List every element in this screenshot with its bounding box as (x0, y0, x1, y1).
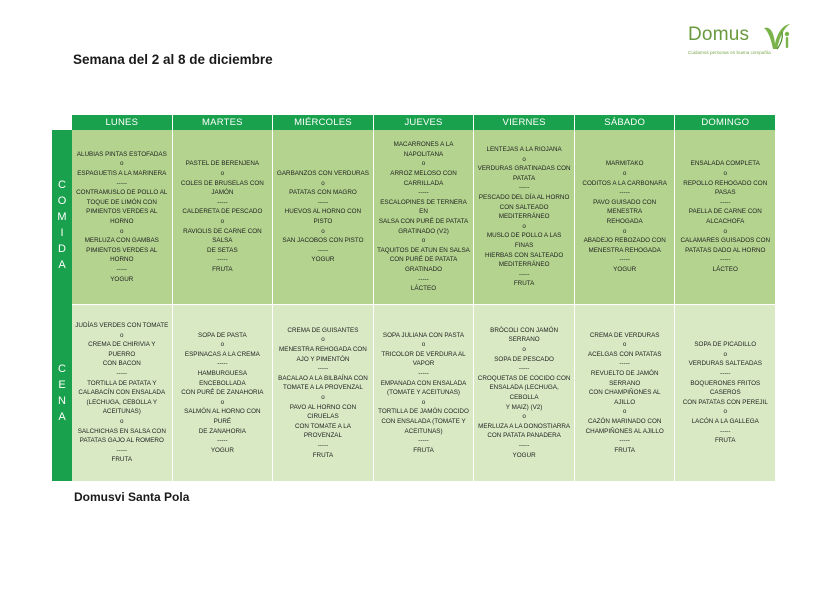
menu-line: ----- (217, 360, 228, 368)
menu-line: CON TOMATE A LA PROVENZAL (294, 422, 351, 440)
menu-line: ----- (619, 360, 630, 368)
menu-line: MENESTRA REHOGADA CON (279, 346, 367, 354)
menu-line: o (622, 341, 627, 349)
menu-line: NAPOLITANA (403, 150, 444, 158)
menu-cell (474, 305, 575, 481)
menu-line: CROQUETAS DE COCIDO CON (477, 374, 571, 382)
menu-line: CARRILLADA (403, 179, 444, 187)
menu-line: PIMIENTOS VERDES AL HORNO (86, 208, 158, 225)
menu-line: o (421, 160, 426, 168)
day-header-sunday: DOMINGO (675, 115, 775, 130)
menu-line: TAQUITOS DE ATUN EN SALSA (377, 246, 470, 254)
menu-line: o (522, 413, 526, 421)
menu-line: ----- (418, 370, 429, 378)
menu-line: FRUTA (413, 446, 434, 454)
menu-line: GRATINADO (V2) (398, 227, 449, 235)
menu-line: SALCHICHAS EN SALSA CON (77, 427, 166, 435)
menu-line: CON SALTEADO (499, 203, 549, 211)
menu-line: ----- (619, 437, 630, 445)
menu-line: VERDURAS SALTEADAS (688, 360, 762, 368)
menu-line: JAMÓN (211, 189, 234, 197)
menu-line: SOPA JULIANA CON PASTA (382, 331, 465, 339)
menu-line: ----- (418, 437, 429, 445)
menu-line: SOPA DE PESCADO (494, 355, 554, 363)
menu-line: CODITOS A LA CARBONARA (582, 179, 667, 187)
menu-cell (173, 305, 274, 481)
menu-line: CON PURÉ DE PATATA (389, 256, 458, 264)
menu-line: PATATA (513, 174, 536, 182)
menu-line: o (522, 155, 526, 163)
menu-line: o (120, 417, 124, 425)
menu-line: o (421, 341, 426, 349)
menu-line: HAMBURGUESA ENCEBOLLADA (197, 370, 248, 387)
day-header-saturday: SÁBADO (575, 115, 676, 130)
menu-line: CREMA DE GUISANTES (287, 326, 359, 334)
menu-line: ENSALADA (LECHUGA, CEBOLLA (489, 384, 559, 401)
menu-line: o (421, 398, 426, 406)
logo-vi-mark (760, 22, 792, 52)
menu-line: o (622, 408, 627, 416)
menu-line: SALMÓN AL HORNO CON PURÉ (184, 408, 261, 425)
weekly-menu-table (52, 115, 775, 481)
menu-line: YOGUR (311, 256, 335, 264)
menu-line: ----- (317, 365, 329, 373)
meal-label-letter: D (58, 242, 66, 255)
menu-line: DE SETAS (207, 246, 238, 254)
menu-line: ----- (217, 437, 228, 445)
menu-line: o (220, 398, 225, 406)
menu-line: ----- (317, 198, 329, 206)
menu-line: o (522, 346, 526, 354)
menu-line: FRUTA (513, 280, 535, 288)
menu-line: ----- (217, 198, 228, 206)
menu-line: MERLUZA A LA DONOSTIARRA (478, 422, 571, 430)
menu-line: ----- (116, 446, 128, 454)
menu-line: CALDERETA DE PESCADO (182, 208, 263, 216)
menu-line: CREMA DE VERDURAS (589, 331, 660, 339)
menu-line: MEDITERRÁNEO (498, 261, 550, 269)
menu-line: REVUELTO DE JAMÓN SERRANO (590, 370, 659, 387)
menu-cell (374, 305, 475, 481)
menu-line: FRUTA (212, 265, 233, 273)
menu-line: REHOGADA (606, 218, 643, 225)
menu-cell (173, 130, 274, 304)
menu-line: o (120, 227, 124, 235)
meal-label-letter: C (58, 363, 66, 375)
menu-line: CONTRAMUSLO DE POLLO AL (76, 189, 168, 197)
menu-line: CHAMPIÑONES AL AJILLO (585, 427, 664, 435)
menu-line: MEDITERRÁNEO (498, 213, 550, 221)
menu-line: ENSALADA COMPLETA (690, 160, 760, 168)
menu-line: ----- (418, 189, 429, 197)
menu-line: MENESTRA REHOGADA (588, 246, 661, 254)
menu-line: AJO Y PIMENTÓN (296, 355, 350, 363)
menu-line: ----- (720, 427, 731, 435)
menu-line: SOPA DE PASTA (198, 331, 247, 339)
menu-line: o (321, 336, 325, 344)
menu-line: CREMA DE CHIRIVIA Y PUERRO (88, 341, 156, 358)
menu-line: CON PURÉ DE ZANAHORIA (181, 389, 264, 397)
days-header-row (72, 115, 775, 130)
menu-line: TORTILLA DE JAMÓN COCIDO (378, 408, 469, 416)
menu-line: EMPANADA CON ENSALADA (380, 379, 467, 387)
menu-line: PIMIENTOS VERDES AL HORNO (86, 246, 158, 264)
menu-line: REPOLLO REHOGADO CON (683, 179, 768, 187)
day-header-thursday: JUEVES (374, 115, 475, 130)
menu-line: MACARRONES A LA (393, 141, 454, 149)
menu-line: TRICOLOR DE VERDURA AL (381, 350, 466, 358)
menu-cell (575, 130, 676, 304)
menu-cell (675, 130, 775, 304)
menu-line: o (522, 222, 526, 230)
menu-line: ----- (418, 275, 429, 283)
logo-tagline: Cuidamos personas en buena compañía (688, 50, 771, 55)
menu-line: YOGUR (613, 265, 637, 273)
comida-row-label (52, 130, 72, 320)
day-header-friday: VIERNES (474, 115, 575, 130)
menu-line: ----- (116, 179, 128, 187)
menu-line: o (120, 160, 124, 168)
menu-line: ----- (518, 441, 530, 449)
menu-line: ----- (720, 198, 731, 206)
menu-line: ABADEJO REBOZADO CON (583, 237, 666, 245)
menu-line: BRÓCOLI CON JAMÓN (490, 326, 559, 334)
comida-row (72, 130, 775, 305)
menu-line: TORTILLA DE PATATA Y (87, 379, 157, 387)
menu-line: LÁCTEO (410, 285, 437, 293)
menu-line: o (622, 170, 627, 178)
menu-line: CON CHAMPIÑONES AL AJILLO (588, 389, 661, 406)
menu-line: o (622, 227, 627, 235)
menu-line: o (321, 179, 325, 187)
menu-line: BACALAO A LA BILBAÍNA CON (278, 374, 368, 382)
menu-line: ESPAGUETIS A LA MARINERA (77, 170, 167, 178)
menu-line: FRUTA (111, 456, 133, 464)
menu-line: ALUBIAS PINTAS ESTOFADAS (76, 150, 167, 158)
menu-line: BOQUERONES FRITOS CASEROS (690, 379, 761, 397)
meal-label-letter: A (58, 258, 66, 271)
menu-line: PESCADO DEL DÍA AL HORNO (478, 194, 570, 202)
menu-line: PAVO GUISADO CON MENESTRA (593, 198, 657, 216)
menu-line: ----- (720, 256, 731, 264)
menu-line: LÁCTEO (712, 265, 738, 273)
menu-line: YOGUR (110, 275, 134, 283)
menu-cell (575, 305, 676, 481)
menu-line: VERDURAS GRATINADAS CON (477, 165, 571, 173)
menu-line: HIERBAS CON SALTEADO (484, 251, 564, 259)
meal-label-letter: A (58, 411, 66, 423)
menu-line: o (723, 408, 728, 416)
menu-line: ----- (217, 256, 228, 264)
menu-cell (273, 305, 374, 481)
meal-label-letter: M (57, 210, 67, 223)
menu-line: (TOMATE Y ACEITUNAS) (387, 389, 461, 397)
day-header-monday: LUNES (72, 115, 173, 130)
menu-line: ACELGAS CON PATATAS (587, 350, 662, 358)
menu-line: ----- (518, 365, 530, 373)
menu-line: ----- (720, 370, 731, 378)
menu-line: TOQUE DE LIMÓN CON (86, 198, 157, 206)
menu-line: FRUTA (614, 446, 635, 454)
day-header-tuesday: MARTES (173, 115, 274, 130)
menu-line: VAPOR (412, 360, 435, 368)
menu-line: ----- (317, 246, 329, 254)
meal-label-letter: C (58, 178, 66, 191)
menu-line: ----- (518, 270, 530, 278)
menu-line: ACEITUNAS) (404, 427, 443, 435)
menu-line: YOGUR (512, 451, 536, 459)
menu-line: ----- (317, 441, 329, 449)
page-title: Semana del 2 al 8 de diciembre (73, 52, 273, 67)
menu-line: ESCALOPINES DE TERNERA EN (380, 198, 467, 216)
menu-line: o (723, 227, 728, 235)
menu-line: CAZÓN MARINADO CON (587, 417, 662, 425)
menu-line: MARMITAKO (605, 160, 644, 168)
menu-line: PAELLA DE CARNE CON (688, 208, 762, 216)
menu-line: JUDÍAS VERDES CON TOMATE (75, 322, 169, 330)
menu-line: ALCACHOFA (706, 218, 745, 225)
menu-line: GRATINADO (405, 265, 442, 273)
menu-line: PASTEL DE BERENJENA (185, 160, 260, 168)
menu-line: o (120, 331, 124, 339)
menu-line: o (220, 341, 225, 349)
cena-row-label (52, 305, 72, 481)
menu-line: SALSA CON PURÉ DE PATATA (378, 218, 469, 225)
menu-line: FRUTA (714, 437, 736, 445)
menu-line: ----- (518, 184, 530, 192)
menu-line: ESPINACAS A LA CREMA (184, 350, 260, 358)
menu-line: ARROZ MELOSO CON (390, 170, 457, 178)
menu-line: SOPA DE PICADILLO (694, 341, 757, 349)
menu-line: FRUTA (312, 451, 334, 459)
meal-label-letter: O (57, 194, 67, 207)
menu-line: CON ENSALADA (TOMATE Y (381, 417, 466, 425)
menu-line: o (220, 170, 225, 178)
cena-row (72, 305, 775, 481)
menu-line: RAVIOLIS DE CARNE CON SALSA (183, 227, 262, 245)
menu-line: YOGUR (210, 446, 234, 454)
menu-cell (72, 130, 173, 304)
menu-line: COLES DE BRUSELAS CON (180, 179, 264, 187)
menu-line: o (321, 227, 325, 235)
menu-line: PASAS (714, 189, 736, 197)
menu-line: DE ZANAHORIA (198, 427, 246, 435)
domusvi-logo (686, 22, 796, 62)
menu-line: PATATAS GAJO AL ROMERO (79, 437, 164, 445)
menu-line: PATATAS DADO AL HORNO (685, 246, 766, 254)
menu-line: ----- (619, 189, 630, 197)
menu-line: o (421, 237, 426, 245)
menu-cell (474, 130, 575, 304)
menu-line: PAVO AL HORNO CON CIRUELAS (289, 403, 357, 421)
menu-line: (LECHUGA, CEBOLLA Y (86, 398, 158, 406)
menu-line: MUSLO DE POLLO A LAS FINAS (486, 232, 562, 249)
menu-line: TOMATE A LA PROVENZAL (282, 384, 363, 392)
menu-line: CON PATATA PANADERA (487, 432, 561, 440)
menu-line: CON BACON (102, 360, 141, 368)
menu-line: CON PATATAS CON PEREJIL (682, 398, 768, 406)
menu-line: GARBANZOS CON VERDURAS (276, 170, 369, 178)
menu-line: o (723, 350, 728, 358)
menu-line: o (723, 170, 728, 178)
menu-cell (72, 305, 173, 481)
menu-cell (273, 130, 374, 304)
meal-label-letter: I (60, 226, 64, 239)
menu-line: ACEITUNAS) (102, 408, 141, 416)
menu-line: SERRANO (508, 336, 540, 344)
menu-line: o (321, 394, 325, 401)
menu-line: LENTEJAS A LA RIOJANA (486, 146, 562, 154)
day-header-wednesday: MIÉRCOLES (273, 115, 374, 130)
menu-line: PATATAS CON MAGRO (289, 189, 357, 197)
menu-line: o (220, 218, 225, 225)
menu-line: SAN JACOBOS CON PISTO (282, 237, 364, 245)
menu-line: MERLUZA CON GAMBAS (84, 237, 159, 245)
menu-line: HUEVOS AL HORNO CON PISTO (284, 208, 362, 225)
meal-label-letter: E (58, 379, 66, 391)
menu-line: ----- (619, 256, 630, 264)
menu-cell (374, 130, 475, 304)
footer-residence-name: Domusvi Santa Pola (74, 490, 190, 504)
menu-line: CALAMARES GUISADOS CON (680, 237, 771, 245)
logo-wordmark: Domus (688, 24, 750, 45)
menu-line: LACÓN A LA GALLEGA (691, 417, 759, 425)
menu-line: ----- (116, 265, 128, 273)
menu-cell (675, 305, 775, 481)
meal-label-letter: N (58, 395, 66, 407)
menu-line: Y MAIZ) (V2) (505, 403, 543, 411)
menu-line: CALABACÍN CON ENSALADA (78, 389, 166, 397)
menu-line: ----- (116, 370, 128, 378)
